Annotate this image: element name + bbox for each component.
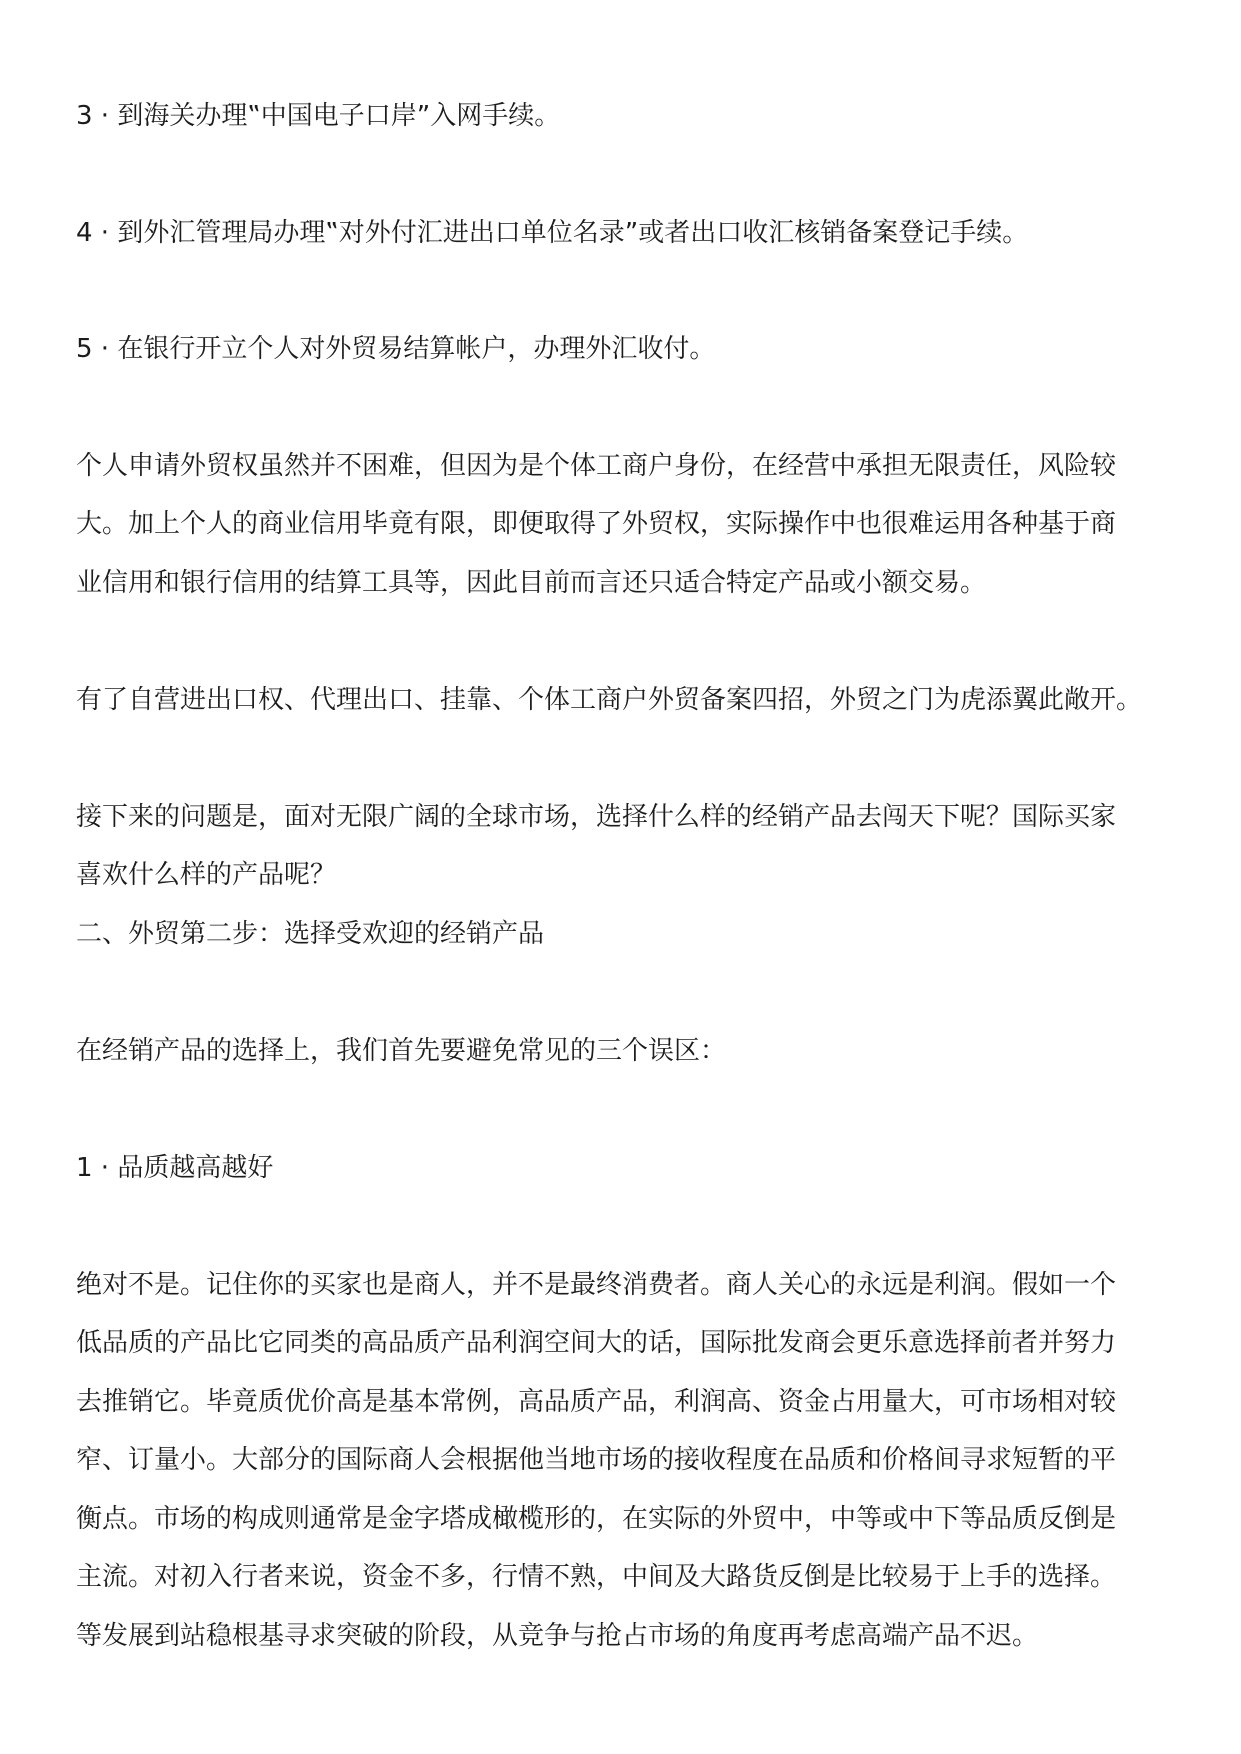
- paragraph-line: 低品质的产品比它同类的高品质产品利润空间大的话，国际批发商会更乐意选择前者并努力: [76, 1328, 1117, 1358]
- paragraph-line: 去推销它。毕竟质优价高是基本常例，高品质产品，利润高、资金占用量大，可市场相对较: [76, 1387, 1117, 1417]
- list-item-step-4: 4 · 到外汇管理局办理‟对外付汇进出口单位名录”或者出口收汇核销备案登记手续。: [76, 218, 1029, 248]
- paragraph-line: 个人申请外贸权虽然并不困难，但因为是个体工商户身份，在经营中承担无限责任，风险较: [76, 451, 1117, 481]
- paragraph-line: 等发展到站稳根基寻求突破的阶段，从竞争与抢占市场的角度再考虑高端产品不迟。: [76, 1621, 1039, 1651]
- paragraph-line: 衡点。市场的构成则通常是金字塔成橄榄形的，在实际的外贸中，中等或中下等品质反倒是: [76, 1504, 1117, 1534]
- list-item-misconception-1: 1 · 品质越高越好: [76, 1153, 274, 1183]
- paragraph-four-methods: 有了自营进出口权、代理出口、挂靠、个体工商户外贸备案四招，外贸之门为虎添翼此敞开。: [76, 685, 1143, 715]
- paragraph-line: 业信用和银行信用的结算工具等，因此目前而言还只适合特定产品或小额交易。: [76, 568, 987, 598]
- paragraph-line: 接下来的问题是，面对无限广阔的全球市场，选择什么样的经销产品去闯天下呢？国际买家: [76, 802, 1117, 832]
- section-heading: 二、外贸第二步：选择受欢迎的经销产品: [76, 919, 545, 949]
- paragraph-intro-misconceptions: 在经销产品的选择上，我们首先要避免常见的三个误区：: [76, 1036, 727, 1066]
- list-item-step-5: 5 · 在银行开立个人对外贸易结算帐户，办理外汇收付。: [76, 334, 716, 364]
- paragraph-line: 大。加上个人的商业信用毕竟有限，即便取得了外贸权，实际操作中也很难运用各种基于商: [76, 509, 1117, 539]
- paragraph-line: 主流。对初入行者来说，资金不多，行情不熟，中间及大路货反倒是比较易于上手的选择。: [76, 1562, 1117, 1592]
- paragraph-line: 窄、订量小。大部分的国际商人会根据他当地市场的接收程度在品质和价格间寻求短暂的平: [76, 1445, 1117, 1475]
- paragraph-line: 绝对不是。记住你的买家也是商人，并不是最终消费者。商人关心的永远是利润。假如一个: [76, 1270, 1117, 1300]
- paragraph-line: 喜欢什么样的产品呢？: [76, 860, 337, 890]
- list-item-step-3: 3 · 到海关办理‟中国电子口岸”入网手续。: [76, 101, 561, 131]
